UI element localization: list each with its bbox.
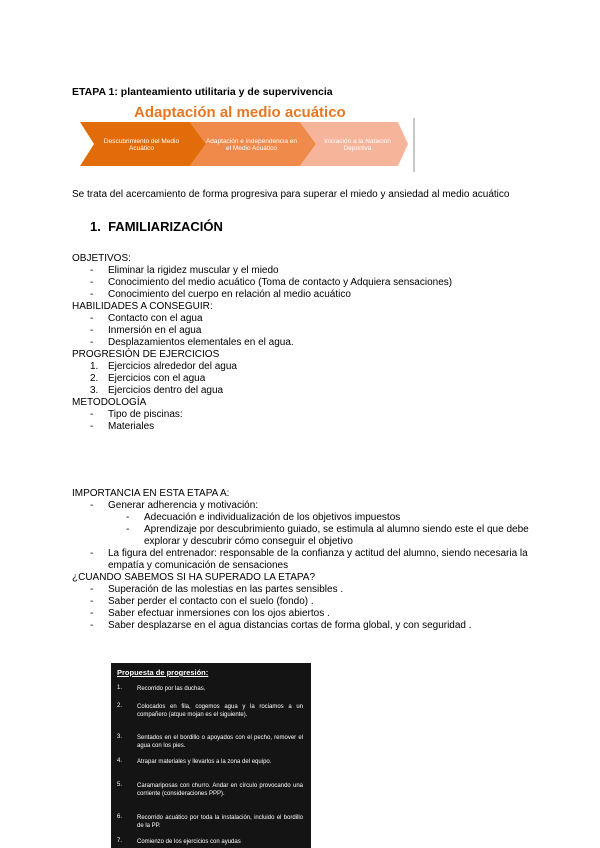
- list-item: - Superación de las molestias en las partes sensibles .: [90, 584, 344, 595]
- proposal-item-text: Atrapar materiales y llevarlos a la zona del equipo.: [137, 759, 272, 765]
- list-item: - Contacto con el agua: [90, 313, 203, 324]
- sub-list-item: - Aprendizaje por descubrimiento guiado, se estimula al alumno siendo este el que debe explorar y descubrir cómo conseguir el objetivo: [126, 524, 529, 547]
- list-item: 2. Ejercicios con el agua: [90, 373, 206, 384]
- list-item: - La figura del entrenador: responsable de la confianza y actitud del alumno, siendo necesaria la empatía y comunicación de sensaciones: [90, 548, 528, 571]
- superado-title: ¿CUANDO SABEMOS SI HA SUPERADO LA ETAPA?: [72, 572, 316, 583]
- list-item: - Saber perder el contacto con el suelo (fondo) .: [90, 596, 314, 607]
- step-label-1: Descubrimiento del Medio Acuático: [103, 137, 180, 152]
- sub-list-item: - Adecuación e individualización de los objetivos impuestos: [126, 512, 401, 523]
- list-item-text: Conocimiento del medio acuático (Toma de contacto y Adquiera sensaciones): [108, 277, 453, 288]
- list-item-text: Generar adherencia y motivación:: [108, 500, 259, 511]
- proposal-item-number: 4.: [117, 758, 123, 764]
- proposal-item-text: Colocados en fila, cogemos agua y la rociamos a un compañero (atque mojan es el siguiente).: [137, 704, 303, 718]
- step-label-2: Adaptación e independencia en el Medio Acuático: [205, 137, 298, 152]
- list-item: - Materiales: [90, 421, 155, 432]
- list-item-text: Materiales: [108, 421, 155, 432]
- habilidades-title: HABILIDADES A CONSEGUIR:: [72, 301, 213, 312]
- progresion-title: PROGRESIÓN DE EJERCICIOS: [72, 349, 220, 360]
- metodologia-title: METODOLOGÍA: [72, 397, 147, 408]
- objetivos-title: OBJETIVOS:: [72, 253, 131, 264]
- heading-text: FAMILIARIZACIÓN: [108, 219, 223, 234]
- list-item: - Generar adherencia y motivación:: [90, 500, 259, 511]
- importancia-title: IMPORTANCIA EN ESTA ETAPA A:: [72, 488, 230, 499]
- list-item-text: Ejercicios dentro del agua: [108, 385, 224, 396]
- list-item: - Conocimiento del medio acuático (Toma de contacto y Adquiera sensaciones): [90, 277, 453, 288]
- proposal-item-number: 5.: [117, 782, 123, 788]
- heading-number: 1.: [90, 219, 101, 234]
- proposal-item-text: Caramariposas con churro. Andar en círculo provocando una corriente (consideraciones PPP).: [137, 783, 303, 797]
- list-item-text: Inmersión en el agua: [108, 325, 202, 336]
- proposal-item-text: Comienzo de los ejercicios con ayudas: [137, 839, 241, 845]
- etapa-title: ETAPA 1: planteamiento utilitaria y de supervivencia: [72, 86, 333, 98]
- step-label-3: Iniciación a la Natación Deportiva: [324, 137, 391, 152]
- list-item-text: Adecuación e individualización de los objetivos impuestos: [144, 512, 401, 523]
- list-item: - Inmersión en el agua: [90, 325, 202, 336]
- proposal-item-text: Recorrido por las duchas.: [137, 686, 206, 692]
- proposal-item-number: 3.: [117, 734, 123, 740]
- proposal-item-number: 2.: [117, 703, 123, 709]
- proposal-item-number: 1.: [117, 685, 123, 691]
- list-item-text: Aprendizaje por descubrimiento guiado, se estimula al alumno siendo este el que debe explorar y descubrir cómo conseguir el objetivo: [144, 524, 529, 547]
- list-item-text: Conocimiento del cuerpo en relación al medio acuático: [108, 289, 351, 300]
- proposal-item-number: 6.: [117, 814, 123, 820]
- list-item: - Desplazamientos elementales en el agua.: [90, 337, 294, 348]
- adaptation-diagram: [80, 100, 416, 172]
- diagram-title: Adaptación al medio acuático: [134, 104, 346, 121]
- list-item: - Saber desplazarse en el agua distancias cortas de forma global, y con seguridad .: [90, 620, 472, 631]
- list-item: - Eliminar la rigidez muscular y el miedo: [90, 265, 279, 276]
- list-item-text: Saber perder el contacto con el suelo (fondo) .: [108, 596, 314, 607]
- list-item: - Conocimiento del cuerpo en relación al medio acuático: [90, 289, 351, 300]
- list-item-text: Saber efectuar inmersiones con los ojos abiertos .: [108, 608, 330, 619]
- list-item-text: Desplazamientos elementales en el agua.: [108, 337, 294, 348]
- proposal-item-number: 7.: [117, 838, 123, 844]
- section-heading: [90, 219, 223, 234]
- intro-paragraph: Se trata del acercamiento de forma progresiva para superar el miedo y ansiedad al medio acuático: [72, 189, 510, 200]
- list-item-text: La figura del entrenador: responsable de la confianza y actitud del alumno, siendo necesaria la empatía y comunicación de sensaciones: [108, 548, 528, 571]
- proposal-box: [111, 663, 311, 848]
- list-item-text: Tipo de piscinas:: [108, 409, 183, 420]
- proposal-item-text: Recorrido acuático por toda la instalación, incluido el bordillo de la PP.: [137, 815, 303, 829]
- list-item: - Saber efectuar inmersiones con los ojos abiertos .: [90, 608, 330, 619]
- list-item-text: Saber desplazarse en el agua distancias cortas de forma global, y con seguridad .: [108, 620, 472, 631]
- list-item: 3. Ejercicios dentro del agua: [90, 385, 224, 396]
- list-item: - Tipo de piscinas:: [90, 409, 183, 420]
- proposal-title: Propuesta de progresión:: [117, 668, 209, 677]
- list-item-text: Eliminar la rigidez muscular y el miedo: [108, 265, 279, 276]
- list-item-text: Superación de las molestias en las partes sensibles .: [108, 584, 344, 595]
- list-item-text: Ejercicios alrededor del agua: [108, 361, 237, 372]
- importancia-section: [72, 488, 542, 632]
- diagram-divider: [413, 118, 415, 172]
- list-item-text: Contacto con el agua: [108, 313, 203, 324]
- proposal-item-text: Sentados en el bordillo o apoyados con el pecho, remover el agua con los pies.: [137, 735, 303, 749]
- list-item: 1. Ejercicios alrededor del agua: [90, 361, 237, 372]
- list-item-text: Ejercicios con el agua: [108, 373, 206, 384]
- objetivos-section: [72, 253, 542, 433]
